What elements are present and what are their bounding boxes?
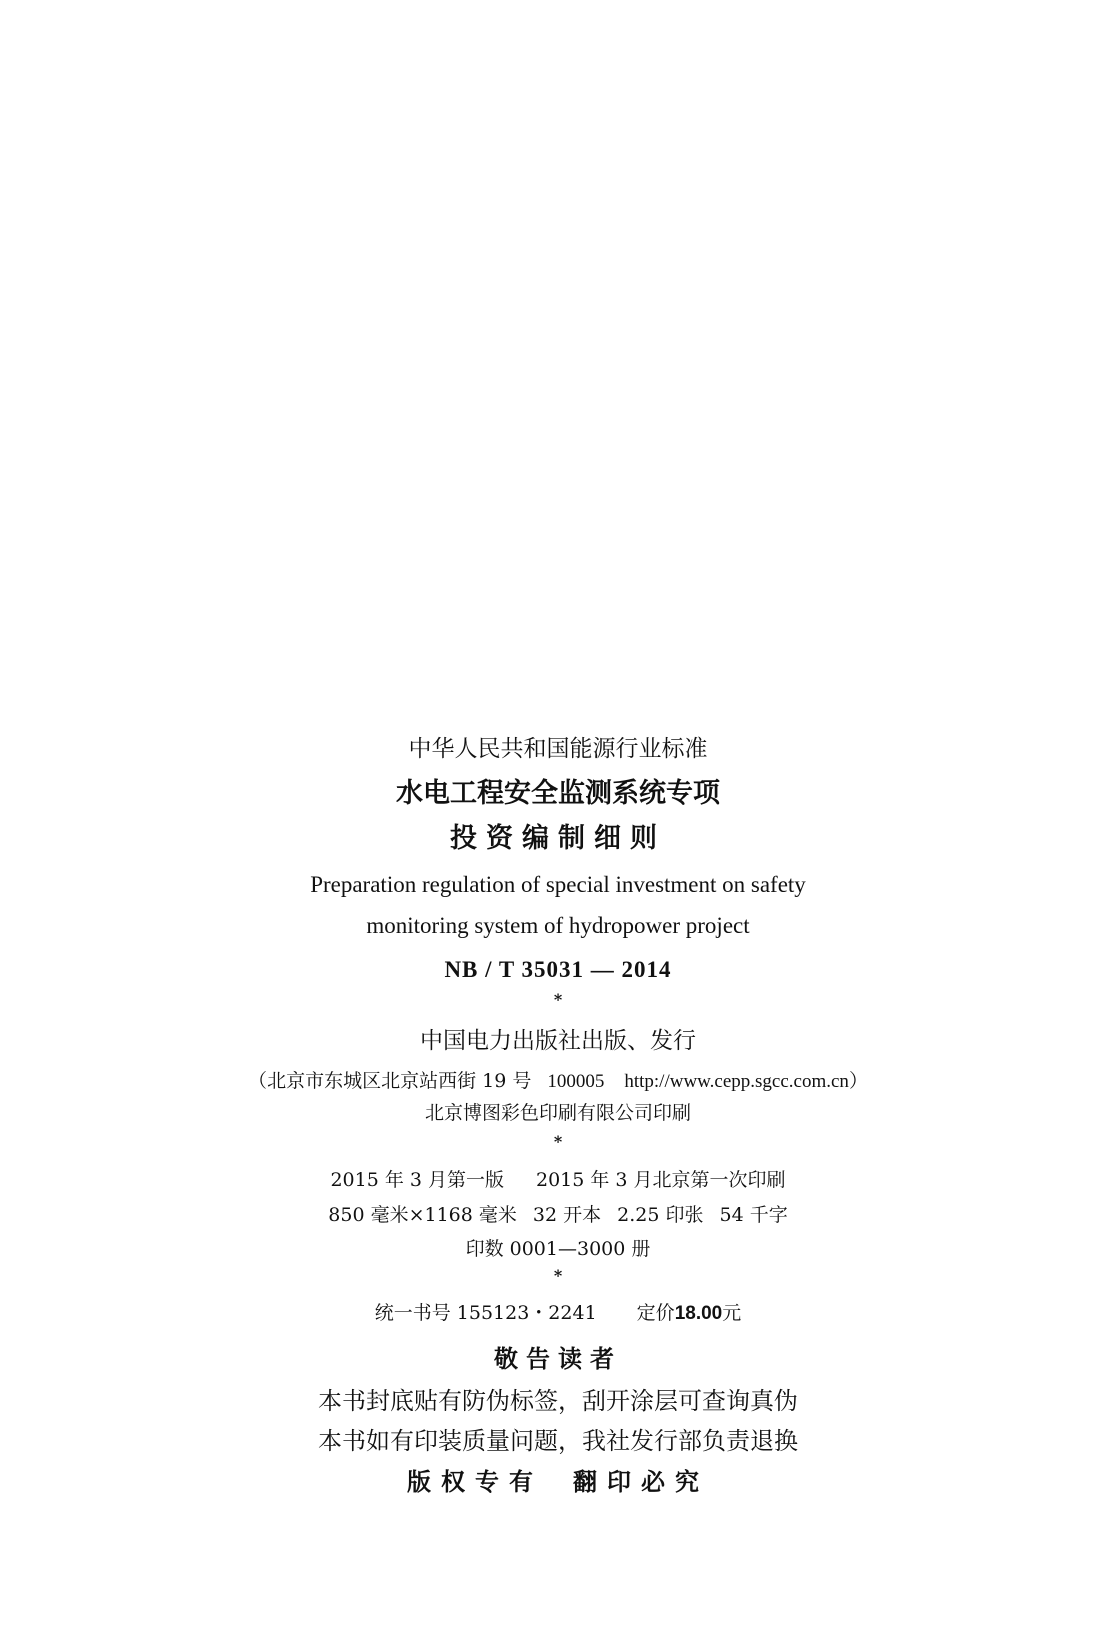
copyright-notice — [0, 1467, 1116, 1496]
address-street: 北京市东城区北京站西街 19 号 — [267, 1070, 532, 1092]
notice-line-2: 本书如有印装质量问题，我社发行部负责退换 — [318, 1427, 798, 1455]
notice-title: 敬告读者 — [494, 1344, 622, 1373]
format-size: 850 毫米×1168 毫米 — [328, 1204, 517, 1226]
isbn-price — [0, 1304, 1116, 1323]
address-close-paren: ） — [848, 1070, 868, 1092]
format-sheets: 2.25 印张 — [617, 1204, 704, 1226]
address-zip: 100005 — [547, 1071, 605, 1092]
address-url: http://www.cepp.sgcc.com.cn — [624, 1071, 849, 1092]
title-line-2: 投资编制细则 — [450, 823, 666, 854]
price-unit: 元 — [722, 1302, 742, 1324]
first-edition: 2015 年 3 月第一版 — [330, 1169, 504, 1191]
format-folio: 32 开本 — [532, 1204, 602, 1226]
copyright-right: 翻印必究 — [573, 1467, 709, 1496]
separator-star: * — [553, 1266, 563, 1285]
address-open-paren: （ — [248, 1070, 268, 1092]
title-line-1: 水电工程安全监测系统专项 — [396, 778, 720, 809]
english-title-line-1: Preparation regulation of special investment on safety — [310, 872, 806, 897]
publisher-address — [0, 1072, 1116, 1091]
standard-series: 中华人民共和国能源行业标准 — [408, 736, 708, 762]
price-label: 定价 — [636, 1302, 675, 1324]
notice-line-1: 本书封底贴有防伪标签，刮开涂层可查询真伪 — [318, 1387, 798, 1415]
publisher: 中国电力出版社出版、发行 — [420, 1028, 696, 1054]
separator-star: * — [553, 990, 563, 1009]
print-copies: 印数 0001—3000 册 — [465, 1238, 651, 1260]
format-words: 54 千字 — [719, 1204, 788, 1226]
unified-book-number: 统一书号 155123・2241 — [374, 1302, 597, 1324]
format-info — [0, 1206, 1116, 1225]
standard-code: NB / T 35031 — 2014 — [444, 957, 672, 982]
copyright-left: 版权专有 — [407, 1467, 543, 1496]
printer: 北京博图彩色印刷有限公司印刷 — [424, 1102, 691, 1124]
price-value: 18.00 — [674, 1303, 723, 1324]
separator-star: * — [553, 1132, 563, 1151]
edition-info — [0, 1171, 1116, 1190]
first-printing: 2015 年 3 月北京第一次印刷 — [536, 1169, 786, 1191]
english-title-line-2: monitoring system of hydropower project — [366, 913, 750, 938]
